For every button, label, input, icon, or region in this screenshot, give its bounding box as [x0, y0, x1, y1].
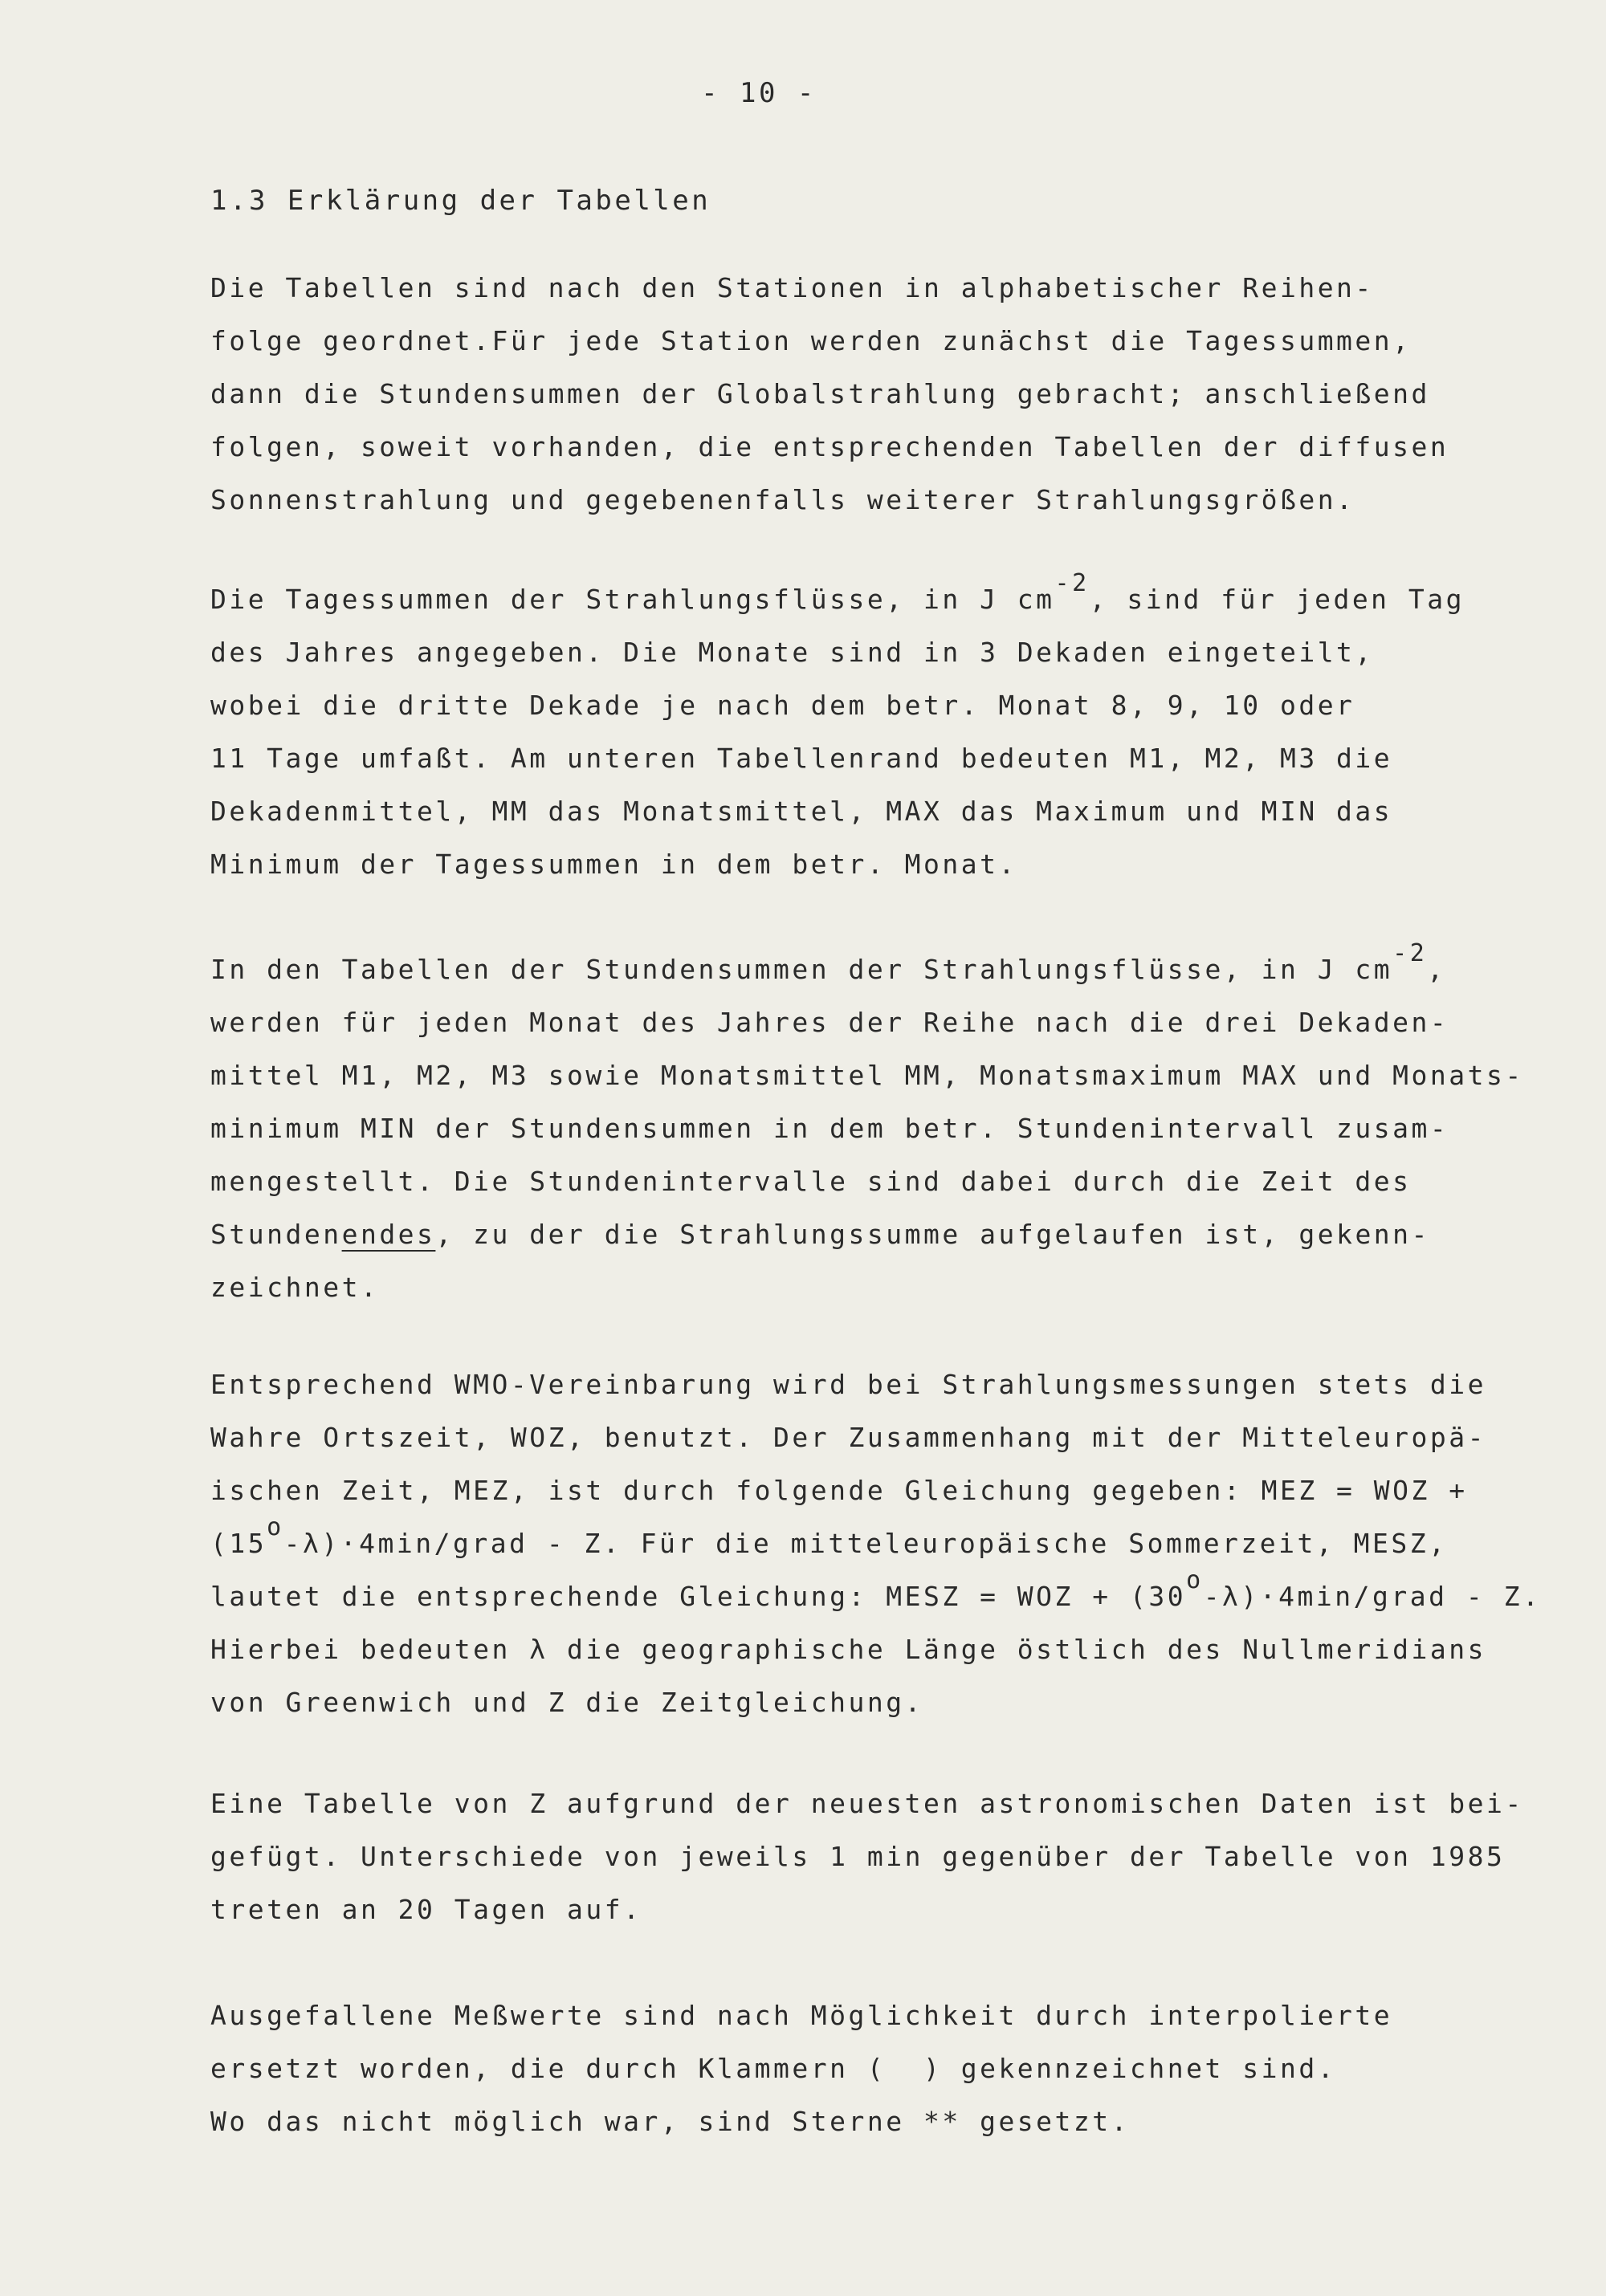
text-span: (15: [210, 1528, 267, 1559]
text-line: minimum MIN der Stundensummen in dem betr. Stundenintervall zusam-: [210, 1113, 1449, 1144]
text-line: Wahre Ortszeit, WOZ, benutzt. Der Zusammenhang mit der Mitteleuropä-: [210, 1422, 1487, 1453]
text-span: , sind für jeden Tag: [1089, 584, 1465, 615]
text-line: [210, 1513, 1575, 1570]
text-span: , zu der die Strahlungssumme aufgelaufen ist, gekenn-: [435, 1219, 1430, 1250]
text-line: Ausgefallene Meßwerte sind nach Möglichkeit durch interpolierte: [210, 2000, 1393, 2031]
text-line: 11 Tage umfaßt. Am unteren Tabellenrand bedeuten M1, M2, M3 die: [210, 743, 1393, 774]
text-line: wobei die dritte Dekade je nach dem betr. Monat 8, 9, 10 oder: [210, 690, 1355, 721]
text-span: -λ)·4min/grad - Z. Für die mitteleuropäische Sommerzeit, MESZ,: [283, 1528, 1448, 1559]
text-line: Sonnenstrahlung und gegebenenfalls weiterer Strahlungsgrößen.: [210, 484, 1355, 515]
text-line: mengestellt. Die Stundenintervalle sind dabei durch die Zeit des: [210, 1166, 1412, 1197]
underlined-text: endes: [341, 1219, 436, 1250]
text-line: von Greenwich und Z die Zeitgleichung.: [210, 1687, 923, 1718]
text-line: folge geordnet.Für jede Station werden zunächst die Tagessummen,: [210, 325, 1412, 356]
paragraph-z-table: [210, 1777, 1575, 1936]
text-span: Die Tagessummen der Strahlungsflüsse, in J cm: [210, 584, 1055, 615]
text-span: In den Tabellen der Stundensummen der Strahlungsflüsse, in J cm: [210, 954, 1393, 985]
text-line: werden für jeden Monat des Jahres der Reihe nach die drei Dekaden-: [210, 1007, 1449, 1038]
text-line: Eine Tabelle von Z aufgrund der neuesten astronomischen Daten ist bei-: [210, 1788, 1524, 1819]
text-span: Stunden: [210, 1219, 342, 1250]
text-line: Minimum der Tagessummen in dem betr. Monat.: [210, 849, 1017, 880]
superscript: o: [267, 1513, 284, 1541]
text-line: gefügt. Unterschiede von jeweils 1 min gegenüber der Tabelle von 1985: [210, 1841, 1506, 1872]
paragraph-missing-values: [210, 1989, 1575, 2148]
paragraph-table-order: [210, 262, 1575, 527]
paragraph-hourly-sums: [210, 939, 1575, 1314]
text-line: mittel M1, M2, M3 sowie Monatsmittel MM, Monatsmaximum MAX und Monats-: [210, 1060, 1524, 1091]
text-line: zeichnet.: [210, 1272, 380, 1303]
text-line: Dekadenmittel, MM das Monatsmittel, MAX das Maximum und MIN das: [210, 796, 1393, 827]
text-line: ersetzt worden, die durch Klammern ( ) gekennzeichnet sind.: [210, 2053, 1337, 2084]
text-line: ischen Zeit, MEZ, ist durch folgende Gleichung gegeben: MEZ = WOZ +: [210, 1475, 1468, 1506]
text-line: [210, 569, 1575, 626]
text-line: folgen, soweit vorhanden, die entsprechenden Tabellen der diffusen: [210, 431, 1449, 462]
text-line: [210, 939, 1575, 996]
text-span: -λ)·4min/grad - Z.: [1203, 1581, 1542, 1612]
text-line: treten an 20 Tagen auf.: [210, 1894, 642, 1925]
superscript: -2: [1392, 939, 1428, 967]
text-line: Hierbei bedeuten λ die geographische Länge östlich des Nullmeridians: [210, 1634, 1487, 1665]
text-line: [210, 1566, 1575, 1623]
paragraph-daily-sums: [210, 569, 1575, 891]
text-span: ,: [1427, 954, 1446, 985]
text-line: dann die Stundensummen der Globalstrahlung gebracht; anschließend: [210, 378, 1430, 409]
paragraph-time-equation: [210, 1358, 1575, 1729]
text-line: Entsprechend WMO-Vereinbarung wird bei Strahlungsmessungen stets die: [210, 1369, 1487, 1400]
text-line: Wo das nicht möglich war, sind Sterne ** gesetzt.: [210, 2106, 1131, 2137]
text-line: Die Tabellen sind nach den Stationen in alphabetischer Reihen-: [210, 272, 1374, 303]
text-line: des Jahres angegeben. Die Monate sind in 3 Dekaden eingeteilt,: [210, 637, 1374, 668]
superscript: -2: [1054, 569, 1090, 597]
superscript: o: [1186, 1566, 1204, 1594]
text-span: lautet die entsprechende Gleichung: MESZ = WOZ + (30: [210, 1581, 1187, 1612]
page-number: - 10 -: [701, 77, 817, 109]
text-line: [210, 1208, 1575, 1261]
section-heading: 1.3 Erklärung der Tabellen: [210, 185, 711, 217]
